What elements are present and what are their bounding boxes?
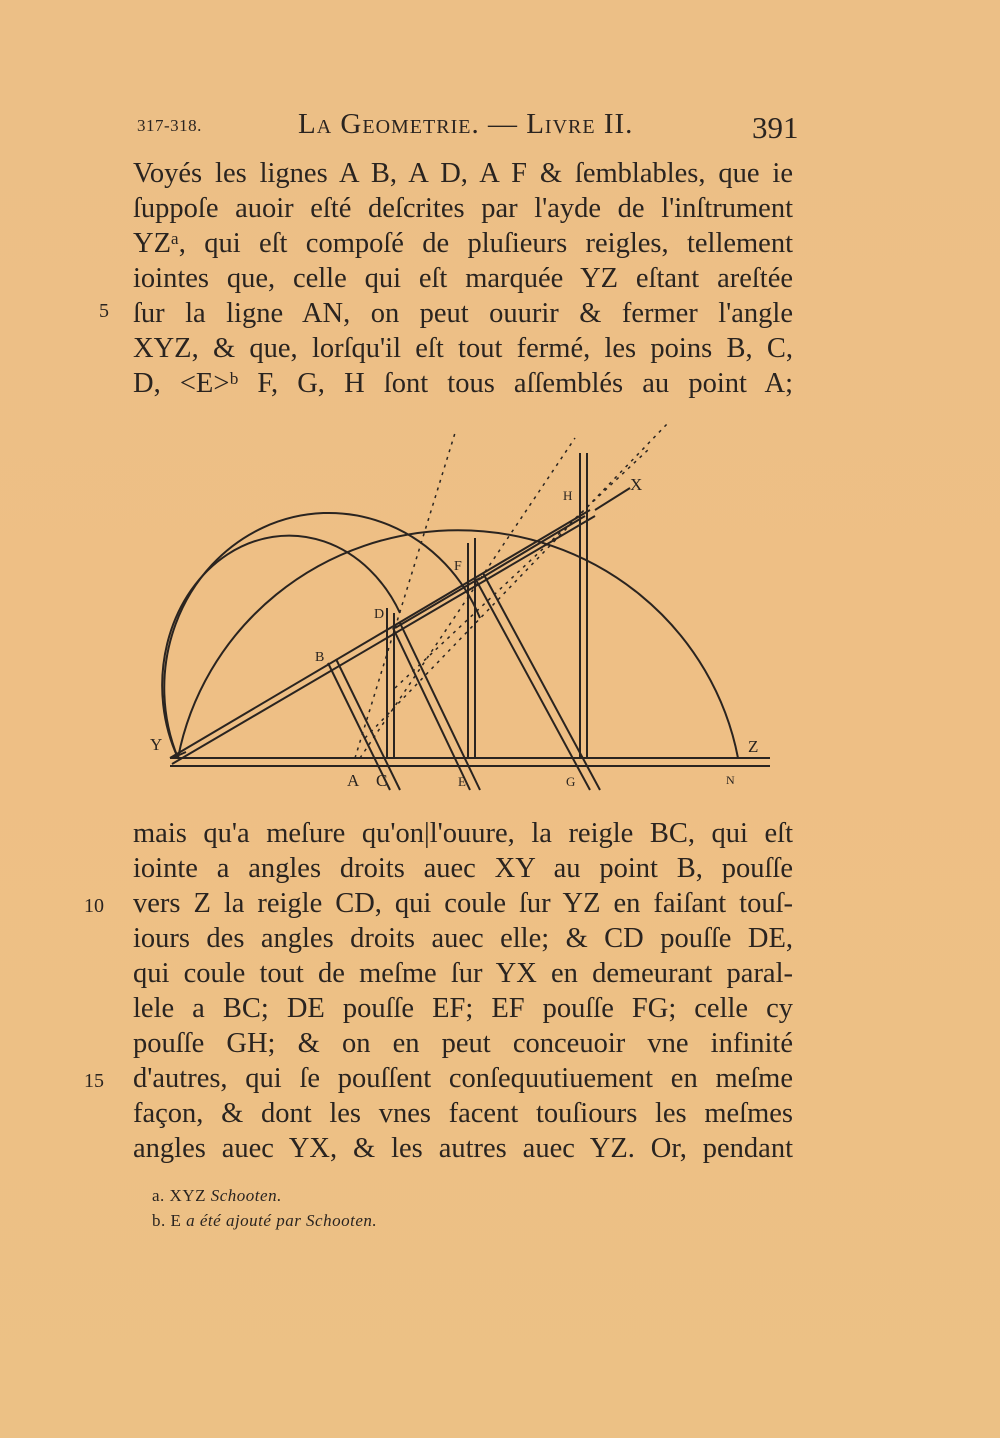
label-h: H xyxy=(563,488,573,503)
arm-yx-ext xyxy=(595,488,630,510)
footnote-b xyxy=(152,1211,377,1231)
footnote-a-text: XYZ xyxy=(169,1186,206,1205)
footnote-b-mark: b. xyxy=(152,1211,166,1230)
text-line: mais qu'a meſure qu'on|l'ouure, la reigle BC, qui eſt xyxy=(133,818,793,849)
text-line: lele a BC; DE pouſſe EF; EF pouſſe FG; celle cy xyxy=(133,993,793,1024)
text-line: YZᵃ, qui eſt compoſé de pluſieurs reigles, tellement xyxy=(133,228,793,259)
text-line: XYZ, & que, lorſqu'il eſt tout fermé, les poins B, C, xyxy=(133,333,793,364)
text-line: d'autres, qui ſe pouſſent conſequutiuement en meſme xyxy=(133,1063,793,1094)
geometric-diagram xyxy=(150,418,790,808)
label-z: Z xyxy=(748,737,759,756)
footnote-a-author: Schooten. xyxy=(210,1186,282,1205)
dotted-line xyxy=(355,433,455,758)
label-d: D xyxy=(374,607,385,622)
text-line: ſuppoſe auoir eſté deſcrites par l'ayde de l'inſtrument xyxy=(133,193,793,224)
label-f: F xyxy=(454,559,462,574)
label-a: A xyxy=(347,771,360,790)
label-b: B xyxy=(315,650,325,665)
footnote-a xyxy=(152,1186,282,1206)
page-number: 391 xyxy=(752,110,799,145)
label-x: X xyxy=(630,475,643,494)
label-e: E xyxy=(458,774,466,789)
construction-line xyxy=(478,516,585,580)
line-number-15: 15 xyxy=(84,1070,104,1092)
footnote-b-text: a été ajouté par Schooten. xyxy=(186,1211,378,1230)
running-title: La Geometrie. — Livre II. xyxy=(298,108,634,140)
label-g: G xyxy=(566,774,576,789)
header-page-range: 317-318. xyxy=(137,116,202,135)
text-line: iointe a angles droits auec XY au point B, pouſſe xyxy=(133,853,793,884)
ruler-bc xyxy=(336,659,400,790)
arm-yx xyxy=(170,510,590,758)
text-line: pouſſe GH; & on en peut conceuoir vne infinité xyxy=(133,1028,793,1059)
text-line: Voyés les lignes A B, A D, A F & ſemblables, que ie xyxy=(133,158,793,189)
text-line: D, <E>ᵇ F, G, H ſont tous aſſemblés au point A; xyxy=(133,368,793,399)
label-c: C xyxy=(376,771,388,790)
text-line: iours des angles droits auec elle; & CD pouſſe DE, xyxy=(133,923,793,954)
text-line: ſur la ligne AN, on peut ouurir & fermer l'angle xyxy=(133,298,793,329)
line-number-10: 10 xyxy=(84,895,104,917)
arc-d xyxy=(162,536,400,758)
text-line: qui coule tout de meſme ſur YX en demeurant paral- xyxy=(133,958,793,989)
line-number-5: 5 xyxy=(99,300,109,322)
label-n: N xyxy=(726,773,735,787)
arc-f xyxy=(164,513,480,758)
dotted-line xyxy=(395,448,650,688)
text-line: iointes que, celle qui eſt marquée YZ eſtant areſtée xyxy=(133,263,793,294)
arm-yx xyxy=(172,516,595,764)
label-y: Y xyxy=(150,735,163,754)
text-line: vers Z la reigle CD, qui coule ſur YZ en faiſant touſ- xyxy=(133,888,793,919)
text-line: angles auec YX, & les autres auec YZ. Or, pendant xyxy=(133,1133,793,1164)
footnote-a-mark: a. xyxy=(152,1186,165,1205)
text-line: façon, & dont les vnes facent touſiours les meſmes xyxy=(133,1098,793,1129)
footnote-b-letter: E xyxy=(170,1211,182,1230)
